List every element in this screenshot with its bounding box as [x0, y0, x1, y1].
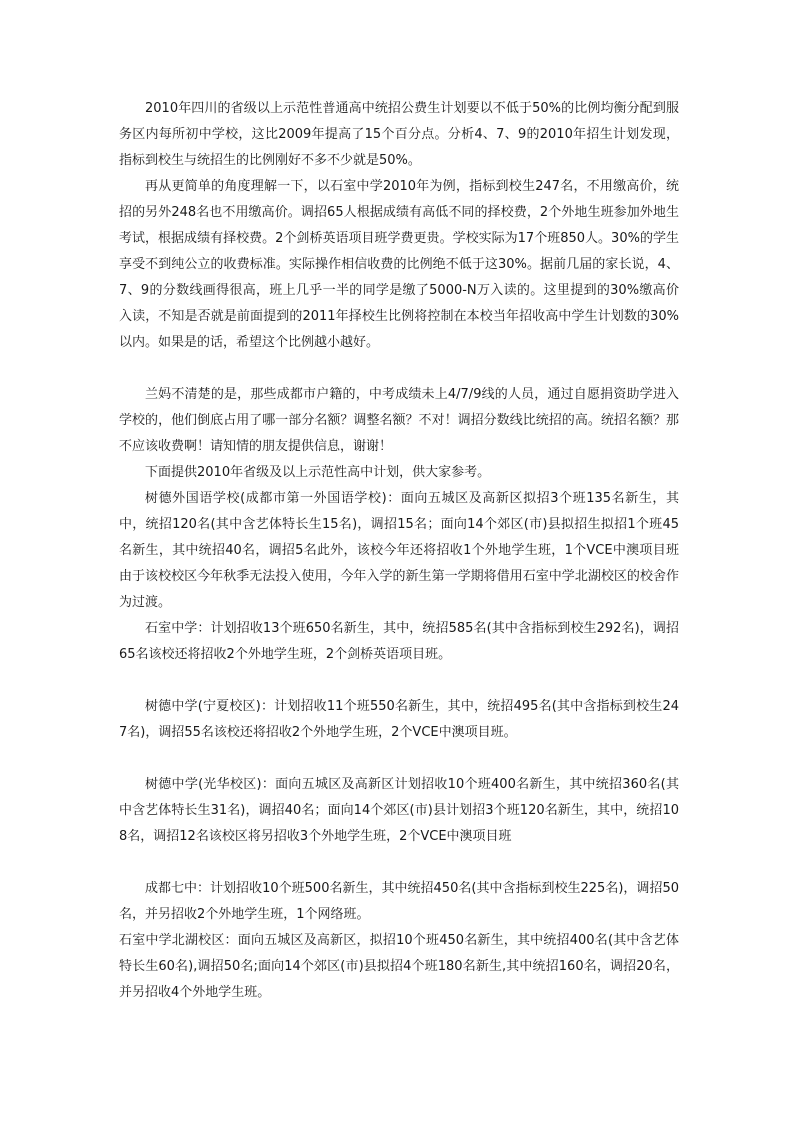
paragraph-spacer [119, 356, 679, 382]
document-body [119, 96, 679, 1006]
paragraph-spacer [119, 746, 679, 772]
paragraph: 下面提供2010年省级及以上示范性高中计划，供大家参考。 [145, 465, 491, 480]
paragraph: 树德中学(光华校区)：面向五城区及高新区计划招收10个班400名新生，其中统招360名(其中含艺体特长生31名)，调招40名；面向14个郊区(市)县计划招3个班120名新生，其中，统招108名，调招12名该校区将另招收3个外地学生班，2个VCE中澳项目班 [119, 777, 679, 844]
paragraph: 树德中学(宁夏校区)：计划招收11个班550名新生，其中，统招495名(其中含指标到校生247名)，调招55名该校还将招收2个外地学生班，2个VCE中澳项目班。 [119, 699, 679, 740]
paragraph: 兰妈不清楚的是，那些成都市户籍的，中考成绩未上4/7/9线的人员，通过自愿捐资助学进入学校的，他们倒底占用了哪一部分名额？调整名额？不对！调招分数线比统招的高。统招名额？那不应该收费啊！请知情的朋友提供信息，谢谢！ [119, 387, 679, 454]
paragraph: 成都七中：计划招收10个班500名新生，其中统招450名(其中含指标到校生225名)，调招50名，并另招收2个外地学生班，1个网络班。 [119, 881, 679, 922]
paragraph-spacer [119, 668, 679, 694]
paragraph: 石室中学：计划招收13个班650名新生，其中，统招585名(其中含指标到校生292名)，调招65名该校还将招收2个外地学生班，2个剑桥英语项目班。 [119, 621, 679, 662]
paragraph: 树德外国语学校(成都市第一外国语学校)：面向五城区及高新区拟招3个班135名新生，其中，统招120名(其中含艺体特长生15名)，调招15名；面向14个郊区(市)县拟招生拟招1个班45名新生，其中统招40名，调招5名此外，该校今年还将招收1个外地学生班，1个VCE中澳项目班由于该校校区今年秋季无法投入使用，今年入学的新生第一学期将借用石室中学北湖校区的校舍作为过渡。 [119, 491, 679, 610]
paragraph: 石室中学北湖校区：面向五城区及高新区，拟招10个班450名新生，其中统招400名(其中含艺体特长生60名),调招50名;面向14个郊区(市)县拟招4个班180名新生,其中统招160名，调招20名，并另招收4个外地学生班。 [119, 933, 679, 1000]
paragraph: 再从更简单的角度理解一下，以石室中学2010年为例，指标到校生247名，不用缴高价，统招的另外248名也不用缴高价。调招65人根据成绩有高低不同的择校费，2个外地生班参加外地生考试，根据成绩有择校费。2个剑桥英语项目班学费更贵。学校实际为17个班850人。30%的学生享受不到纯公立的收费标准。实际操作相信收费的比例绝不低于这30%。据前几届的家长说，4、7、9的分数线画得很高，班上几乎一半的同学是缴了5000-N万入读的。这里提到的30%缴高价入读，不知是否就是前面提到的2011年择校生比例将控制在本校当年招收高中学生计划数的30%以内。如果是的话，希望这个比例越小越好。 [119, 179, 679, 350]
paragraph-spacer [119, 850, 679, 876]
paragraph: 2010年四川的省级以上示范性普通高中统招公费生计划要以不低于50%的比例均衡分配到服务区内每所初中学校，这比2009年提高了15个百分点。分析4、7、9的2010年招生计划发现，指标到校生与统招生的比例刚好不多不少就是50%。 [119, 101, 679, 168]
